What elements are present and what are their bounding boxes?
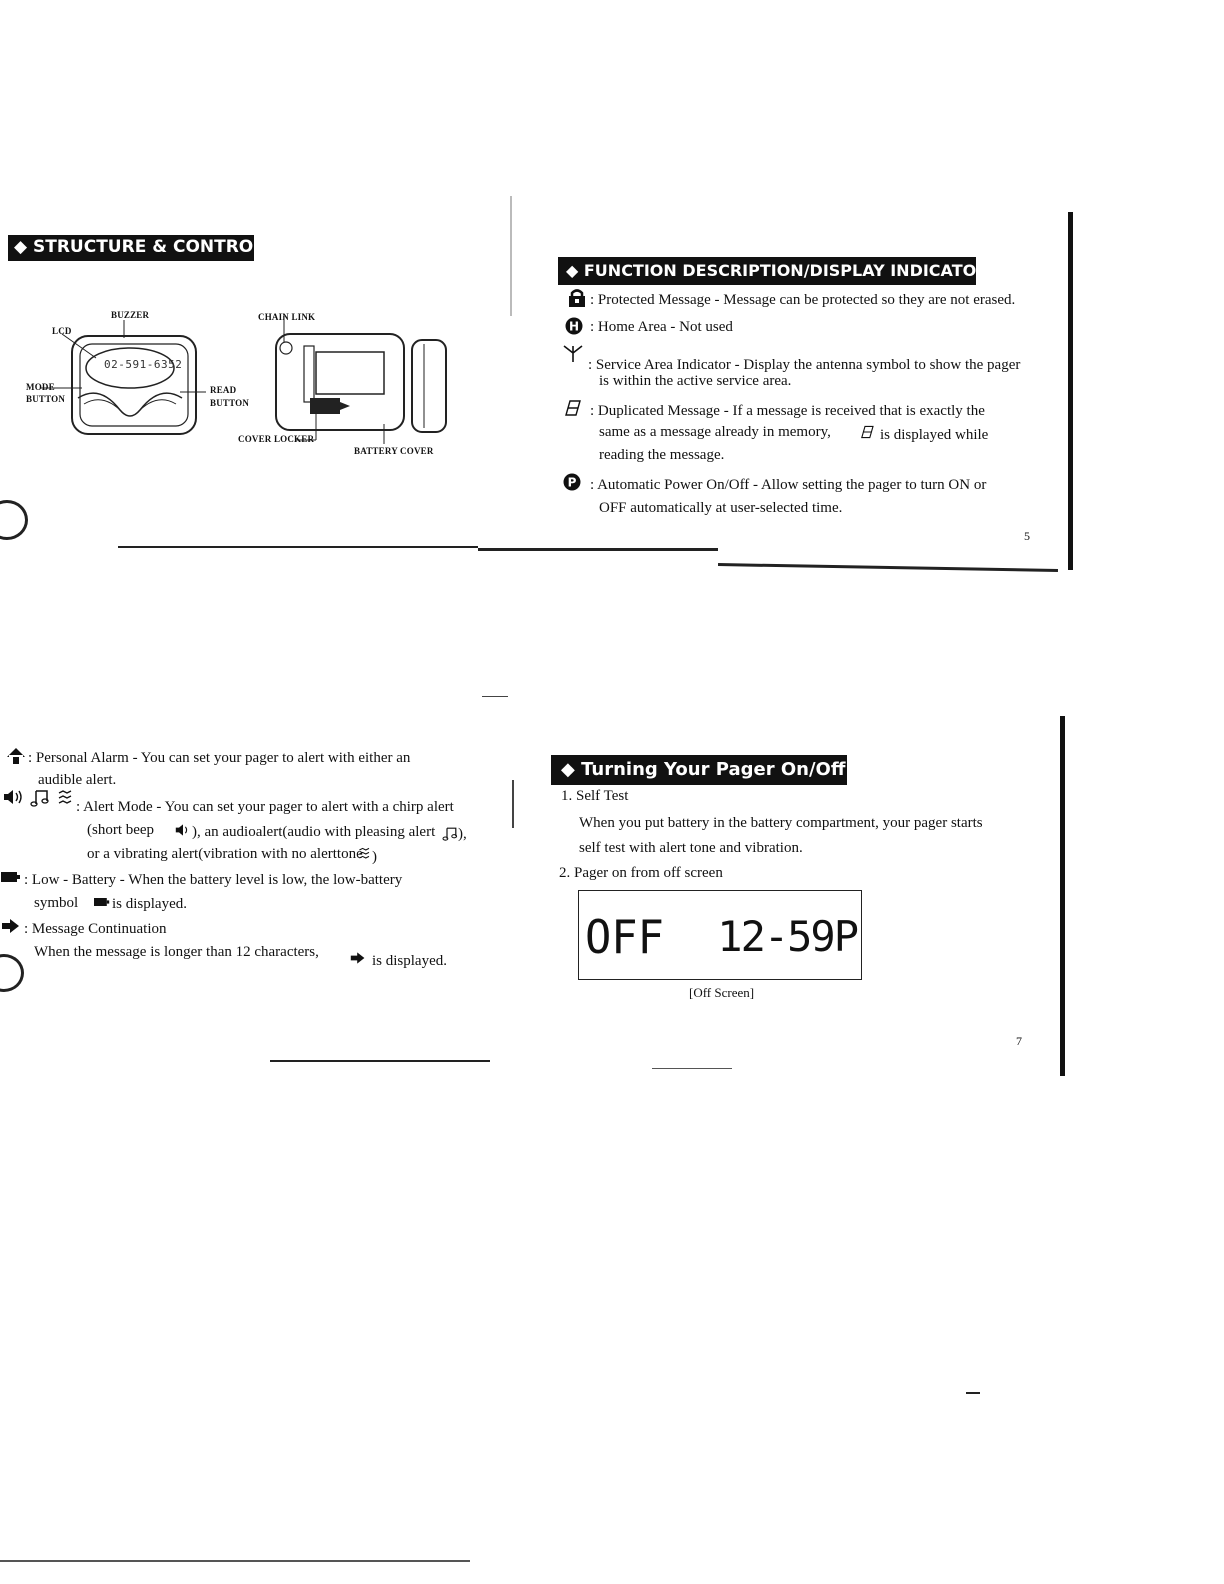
step1-title: 1. Self Test xyxy=(561,788,629,804)
indicator-service-area-2: is within the active service area. xyxy=(599,373,792,389)
side-tab-icon xyxy=(0,954,24,992)
indicator-duplicated-1: : Duplicated Message - If a message is received that is exactly the xyxy=(590,403,985,419)
music-note-icon xyxy=(30,787,52,807)
indicator-auto-power-1: : Automatic Power On/Off - Allow setting the pager to turn ON or xyxy=(590,477,987,493)
arrow-right-icon xyxy=(348,950,368,966)
divider-line xyxy=(270,1060,490,1062)
divider-line xyxy=(652,1068,732,1069)
divider-line xyxy=(478,548,718,551)
label-battery-cover: BATTERY COVER xyxy=(354,446,434,456)
label-mode-button-2: BUTTON xyxy=(26,394,66,404)
page-number-5: 5 xyxy=(1024,529,1030,543)
right-edge-bar xyxy=(1060,716,1065,1076)
vibrate-icon xyxy=(55,788,77,808)
duplicate-icon xyxy=(860,424,878,440)
turning-pager-banner: ◆ Turning Your Pager On/Off xyxy=(551,755,847,785)
indicator-duplicated-3: is displayed while xyxy=(880,427,989,443)
svg-text:P: P xyxy=(567,475,577,490)
side-tab-icon xyxy=(0,500,28,540)
function-banner: ◆ FUNCTION DESCRIPTION/DISPLAY INDICATORS xyxy=(558,257,976,285)
battery-icon xyxy=(0,867,22,887)
indicator-duplicated-4: reading the message. xyxy=(599,447,725,463)
low-battery-2a: symbol xyxy=(34,895,79,911)
lock-icon xyxy=(566,288,588,308)
indicator-auto-power-2: OFF automatically at user-selected time. xyxy=(599,500,843,516)
step2-title: 2. Pager on from off screen xyxy=(559,865,723,881)
label-chain-link: CHAIN LINK xyxy=(258,312,316,322)
battery-icon xyxy=(92,894,112,910)
speaker-icon xyxy=(174,822,192,838)
lcd-text-right: 12-59P xyxy=(717,912,857,961)
alert-mode-2a: (short beep xyxy=(87,822,155,838)
low-battery-2b: is displayed. xyxy=(112,896,187,912)
lcd-text-left: OFF xyxy=(585,910,664,964)
structure-banner: ◆ STRUCTURE & CONTROLS xyxy=(8,235,254,261)
continuation-2b: is displayed. xyxy=(372,953,447,969)
power-icon xyxy=(562,472,584,492)
personal-alarm-1: : Personal Alarm - You can set your pager to alert with either an xyxy=(28,750,411,766)
label-read-button-1: READ xyxy=(210,385,237,395)
step1-line1: When you put battery in the battery compartment, your pager starts xyxy=(579,815,983,831)
right-edge-bar xyxy=(1068,212,1073,570)
continuation-1: : Message Continuation xyxy=(24,921,167,937)
label-buzzer: BUZZER xyxy=(111,310,150,320)
page-number-7: 7 xyxy=(1016,1034,1022,1048)
alert-mode-2b: ), an audioalert(audio with pleasing alert xyxy=(192,824,436,840)
speaker-icon xyxy=(2,787,24,807)
indicator-service-area-1: : Service Area Indicator - Display the antenna symbol to show the pager xyxy=(588,357,1021,373)
label-lcd: LCD xyxy=(52,326,72,336)
alarm-icon xyxy=(5,746,27,766)
svg-text:H: H xyxy=(568,319,580,334)
label-mode-button-1: MODE xyxy=(26,382,55,392)
stray-mark xyxy=(966,1392,980,1394)
alert-mode-1: : Alert Mode - You can set your pager to alert with a chirp alert xyxy=(76,799,454,815)
duplicate-icon xyxy=(564,398,586,418)
off-screen-lcd xyxy=(578,890,862,980)
label-read-button-2: BUTTON xyxy=(210,398,250,408)
lcd-readout: 02-591-6352 xyxy=(104,358,183,371)
home-icon xyxy=(564,316,586,336)
center-fold-mark xyxy=(512,780,514,828)
center-fold-mark xyxy=(510,196,512,316)
divider-line xyxy=(718,563,1058,572)
indicator-duplicated-2: same as a message already in memory, xyxy=(599,424,831,440)
alert-mode-3b: ) xyxy=(372,849,377,865)
personal-alarm-2: audible alert. xyxy=(38,772,117,788)
lcd-caption: [Off Screen] xyxy=(689,985,755,1000)
step1-line2: self test with alert tone and vibration. xyxy=(579,840,803,856)
pager-diagram xyxy=(20,300,460,470)
continuation-2a: When the message is longer than 12 characters, xyxy=(34,944,319,960)
antenna-icon xyxy=(562,343,584,363)
alert-mode-3a: or a vibrating alert(vibration with no alerttone xyxy=(87,846,363,862)
low-battery-1: : Low - Battery - When the battery level is low, the low-battery xyxy=(24,872,403,888)
arrow-right-icon xyxy=(0,916,22,936)
alert-mode-2c: ), xyxy=(458,826,467,842)
divider-line xyxy=(482,696,508,697)
divider-line xyxy=(118,546,478,548)
label-cover-locker: COVER LOCKER xyxy=(238,434,315,444)
indicator-protected-message: : Protected Message - Message can be protected so they are not erased. xyxy=(590,292,1016,308)
indicator-home-area: : Home Area - Not used xyxy=(590,319,733,335)
bottom-edge-line xyxy=(0,1560,470,1562)
